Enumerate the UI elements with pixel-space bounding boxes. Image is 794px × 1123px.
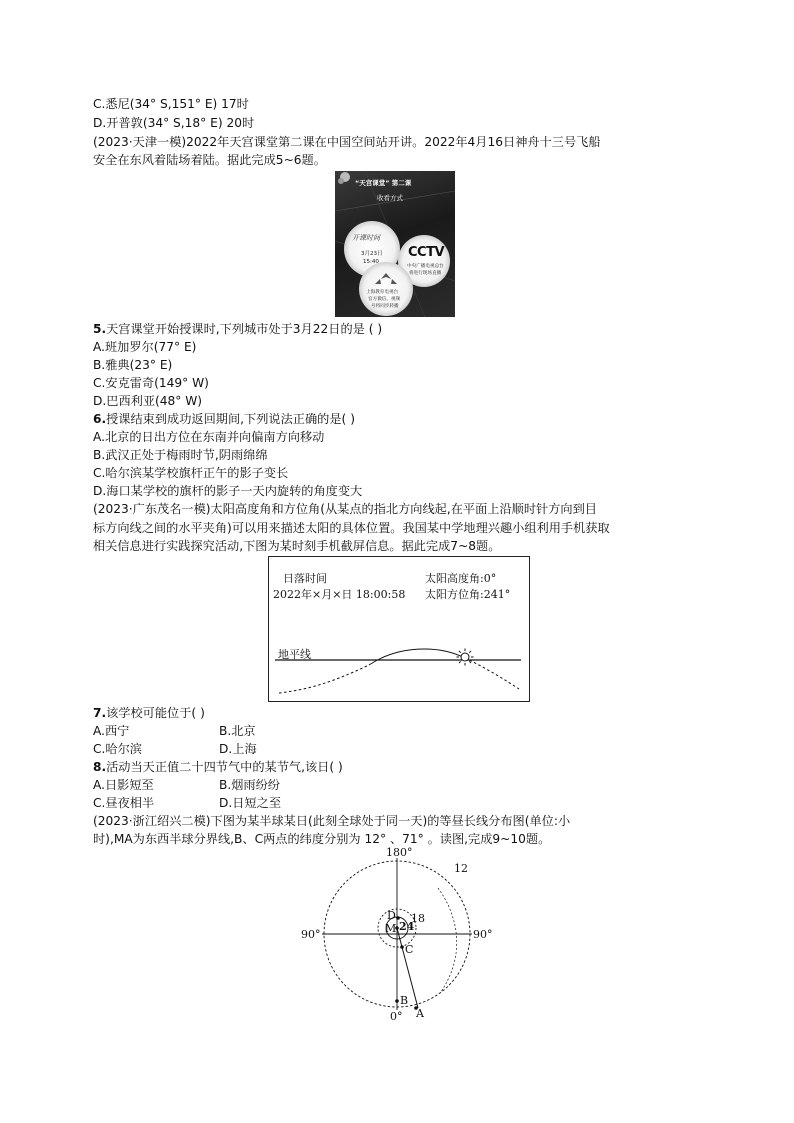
- sunset-label: 日落时间: [283, 572, 327, 585]
- label-C: C: [405, 943, 414, 956]
- q8-option-a: A.日影短至: [93, 778, 154, 792]
- q8-option-d: D.日短之至: [219, 796, 282, 810]
- sun-icon: [457, 649, 474, 666]
- q8-stem: [93, 759, 343, 776]
- label-12: 12: [454, 862, 468, 875]
- passage-2-line-1: (2023·广东茂名一模)太阳高度角和方位角(从某点的指北方向线起,在平面上沿顺时针方向到目: [93, 502, 597, 516]
- label-M: M: [385, 922, 397, 935]
- label-24: 24: [399, 920, 415, 933]
- q6-text: 授课结束到成功返回期间,下列说法正确的是( ): [106, 412, 355, 426]
- q7-option-c: C.哈尔滨: [93, 742, 142, 756]
- q8-option-c: C.昼夜相半: [93, 796, 155, 810]
- poster-handwriting: 开课时间: [352, 234, 380, 242]
- q7-option-a: A.西宁: [93, 724, 130, 738]
- q6-option-c: C.哈尔滨某学校旗杆正午的影子变长: [93, 466, 289, 480]
- sh-caption-1: 上海教育电视台: [366, 290, 399, 295]
- sun-screenshot-figure: [268, 556, 530, 702]
- q6-option-d: D.海口某学校的旗杆的影子一天内旋转的角度变大: [93, 484, 363, 498]
- q8-number: 8.: [93, 760, 107, 774]
- q6-option-b: B.武汉正处于梅雨时节,阴雨绵绵: [93, 448, 268, 462]
- sun-path-diagram: [269, 557, 529, 701]
- q6-number: 6.: [93, 412, 107, 426]
- point-C: [400, 945, 404, 949]
- point-B: [395, 999, 399, 1003]
- day-length-polar-figure: [290, 848, 510, 1028]
- passage-2-line-3: 相关信息进行实践探究活动,下图为某时刻手机截屏信息。据此完成7~8题。: [93, 539, 501, 553]
- q5-option-d: D.巴西利亚(48° W): [93, 394, 203, 408]
- cctv-caption-1: 中央广播电视总台: [407, 264, 444, 269]
- passage-3-line-1: (2023·浙江绍兴二模)下图为某半球某日(此刻全球处于同一天)的等昼长线分布图(单位:小: [93, 814, 571, 828]
- isoline-12: [438, 888, 457, 993]
- cctv-caption-2: 将进行现场直播: [409, 271, 442, 276]
- label-A: A: [416, 1007, 424, 1020]
- label-B: B: [400, 994, 409, 1007]
- label-90-west: 90°: [301, 928, 321, 941]
- cctv-logo: CCTV: [408, 245, 445, 260]
- sh-caption-3: 号将同步转播: [371, 304, 399, 309]
- sunset-value: 2022年×月×日 18:00:58: [273, 588, 406, 601]
- q7-stem: [93, 705, 205, 722]
- poster-time: 15:40: [363, 259, 379, 265]
- q5-number: 5.: [93, 322, 107, 336]
- q5-text: 天宫课堂开始授课时,下列城市处于3月22日的是 ( ): [106, 322, 383, 336]
- q5-option-c: C.安克雷奇(149° W): [93, 376, 209, 390]
- q7-number: 7.: [93, 706, 107, 720]
- label-90-east: 90°: [473, 928, 493, 941]
- q8-text: 活动当天正值二十四节气中的某节气,该日( ): [106, 760, 343, 774]
- passage-1-line-2: 安全在东风着陆场着陆。据此完成5~6题。: [93, 153, 326, 167]
- poster-title: “天宫课堂” 第二课: [355, 179, 412, 187]
- q8-option-b: B.烟雨纷纷: [219, 778, 280, 792]
- label-180: 180°: [386, 846, 413, 859]
- q7-option-d: D.上海: [219, 742, 257, 756]
- q5-option-a: A.班加罗尔(77° E): [93, 340, 197, 354]
- horizon-label: 地平线: [278, 648, 311, 661]
- sh-caption-2: 官方微信、视频: [368, 297, 401, 302]
- q5-option-b: B.雅典(23° E): [93, 358, 173, 372]
- q6-option-a: A.北京的日出方位在东南并向偏南方向移动: [93, 430, 325, 444]
- sun-path-below-right: [465, 658, 519, 689]
- passage-1-line-1: (2023·天津一模)2022年天宫课堂第二课在中国空间站开讲。2022年4月16日神舟十三号飞船: [93, 135, 601, 149]
- q7-text: 该学校可能位于( ): [106, 706, 205, 720]
- passage-3-line-2: 时),MA为东西半球分界线,B、C两点的纬度分别为 12° 、71° 。读图,完成9~10题。: [93, 832, 551, 846]
- label-D: D: [387, 909, 396, 922]
- option-c: C.悉尼(34° S,151° E) 17时: [93, 97, 249, 111]
- poster-subtitle: 收看方式: [377, 194, 403, 202]
- tiangong-poster-image: [335, 171, 455, 317]
- q5-stem: [93, 321, 382, 338]
- passage-2-line-2: 标方向线之间的水平夹角)可以用来描述太阳的具体位置。我国某中学地理兴趣小组利用手机获取: [93, 521, 610, 535]
- poster-date: 3月23日: [361, 251, 383, 257]
- solar-azimuth: 太阳方位角:241°: [425, 588, 511, 601]
- label-0: 0°: [390, 1010, 403, 1023]
- label-18: 18: [411, 912, 425, 925]
- q7-option-b: B.北京: [219, 724, 256, 738]
- option-d: D.开普敦(34° S,18° E) 20时: [93, 116, 255, 130]
- solar-altitude: 太阳高度角:0°: [425, 572, 497, 585]
- sun-path-below-left: [279, 665, 369, 693]
- sun-path-above: [369, 649, 465, 665]
- q6-stem: [93, 411, 355, 428]
